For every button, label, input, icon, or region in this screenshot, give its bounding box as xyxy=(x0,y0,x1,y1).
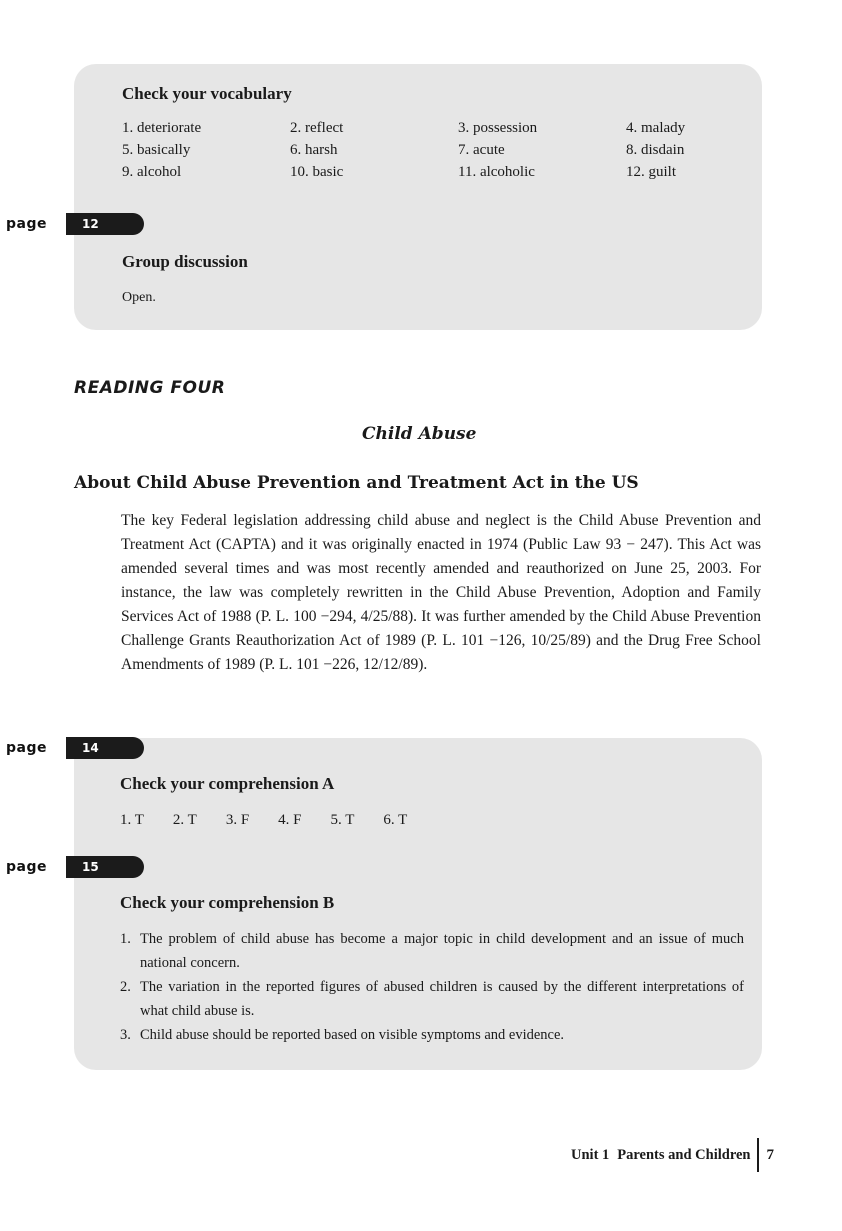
list-item xyxy=(120,976,744,1023)
vocab-item: 11. alcoholic xyxy=(458,164,535,180)
list-item-text: The variation in the reported figures of abused children is caused by the different interpretations of what child abuse is. xyxy=(140,979,744,1019)
vocab-item: 12. guilt xyxy=(626,164,677,180)
vocab-item: 6. harsh xyxy=(290,142,338,158)
group-discussion-heading: Group discussion xyxy=(122,252,248,271)
page-tag-number: 15 xyxy=(66,856,144,878)
answer-item: 5. T xyxy=(330,812,355,828)
answer-item: 6. T xyxy=(383,812,408,828)
footer-unit: Unit 1 xyxy=(571,1146,610,1163)
list-item-number: 2. xyxy=(120,979,131,995)
vocab-item: 3. possession xyxy=(458,120,538,136)
page-number: 7 xyxy=(766,1146,774,1163)
vocab-heading: Check your vocabulary xyxy=(122,84,292,103)
vocab-item: 8. disdain xyxy=(626,142,685,158)
vocab-answer-grid xyxy=(122,120,722,181)
group-discussion-text: Open. xyxy=(122,290,156,305)
vocab-item: 4. malady xyxy=(626,120,686,136)
reading-label: READING FOUR xyxy=(74,378,226,398)
comprehension-a-answers xyxy=(120,812,520,829)
vocab-item: 1. deteriorate xyxy=(122,120,202,136)
section-title: About Child Abuse Prevention and Treatment Act in the US xyxy=(74,473,639,493)
page-tag-number: 14 xyxy=(66,737,144,759)
list-item xyxy=(120,1024,744,1048)
answer-item: 2. T xyxy=(172,812,197,828)
page-tag-14 xyxy=(0,737,144,759)
reading-title: Child Abuse xyxy=(362,424,477,444)
list-item-text: The problem of child abuse has become a major topic in child development and an issue of much national concern. xyxy=(140,931,744,971)
page-footer xyxy=(571,1138,774,1172)
vocab-item: 9. alcohol xyxy=(122,164,182,180)
page-tag-number: 12 xyxy=(66,213,144,235)
comprehension-a-heading: Check your comprehension A xyxy=(120,774,335,793)
comprehension-b-heading: Check your comprehension B xyxy=(120,893,335,912)
list-item-number: 3. xyxy=(120,1027,131,1043)
footer-title: Parents and Children xyxy=(617,1146,751,1163)
page-tag-word: page xyxy=(0,213,66,235)
vocab-item: 10. basic xyxy=(290,164,344,180)
reading-paragraph: The key Federal legislation addressing child abuse and neglect is the Child Abuse Prevention and Treatment Act (CAPTA) and it was originally enacted in 1974 (Public Law 93 − 247). This Act was amended several times and was most recently amended and reauthorized on June 25, 2003. For instance, the law was completely rewritten in the Child Abuse Prevention, Adoption and Family Services Act of 1988 (P. L. 100 −294, 4/25/88). It was further amended by the Child Abuse Prevention Challenge Grants Reauthorization Act of 1989 (P. L. 101 −126, 10/25/89) and the Drug Free School Amendments of 1989 (P. L. 101 −226, 12/12/89). xyxy=(121,512,761,673)
page-tag-15 xyxy=(0,856,144,878)
vocab-item: 2. reflect xyxy=(290,120,344,136)
page-tag-12 xyxy=(0,213,144,235)
page-tag-word: page xyxy=(0,856,66,878)
vocab-item: 5. basically xyxy=(122,142,191,158)
list-item-text: Child abuse should be reported based on visible symptoms and evidence. xyxy=(140,1027,565,1043)
vocab-item: 7. acute xyxy=(458,142,505,158)
comprehension-b-list xyxy=(120,928,744,1049)
page-tag-word: page xyxy=(0,737,66,759)
answer-item: 4. F xyxy=(278,812,302,828)
answer-item: 3. F xyxy=(225,812,250,828)
list-item-number: 1. xyxy=(120,931,131,947)
footer-divider xyxy=(757,1138,759,1172)
answer-item: 1. T xyxy=(120,812,144,828)
list-item xyxy=(120,928,744,975)
